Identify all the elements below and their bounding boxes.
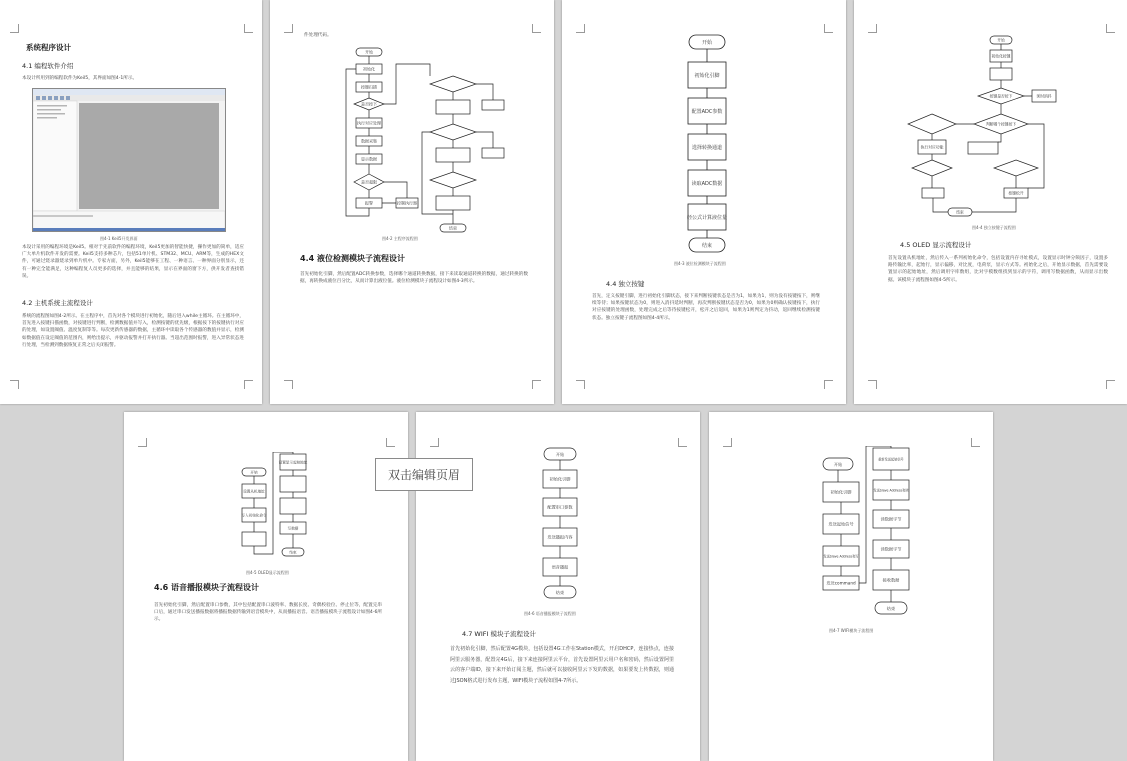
subsection-title: 4.2 主机系统主流程设计 [22,299,93,307]
figure-caption: 图4-7 WIFI模块子流程图 [829,628,874,633]
liquid-level-flowchart [672,32,742,256]
ide-screenshot-figure [32,88,226,232]
paragraph: 首先设置从机地址，然后传入一系列初始化命令，包括设置内存寻址模式，设置显示时钟分频因子，设置多路传输比率，起始行，显示偏移，对比度，电荷泵，显示方式等。初始化之后，开始显示数据，首先需要设置显示的起始地址，然后调用字库数组，比对字模数组找到显示的字符，调用写数据函数，从而显示出数据。该模块子流程图如图4-5所示。 [888,256,1108,283]
flow-label: 开始 [701,40,713,46]
document-page-4 [854,0,1127,404]
paragraph: 首先初始化引脚，然后配置串口参数，其中包括配置串口波特率、数据长度、奇偶校验位、停止位等，配置完串口后，通过串口发送播报数据将播报数据传输到语音模块中，从而播报语音。语音播报模块子流程设计如图4-6所示。 [154,603,383,623]
flow-label: 延时消抖 [1036,93,1052,99]
flow-label: 语音播报 [551,564,569,570]
flow-label: 初始化 [363,66,375,72]
flow-label: 报警 [365,200,373,206]
flow-label: 设置显示起始地址 [278,460,308,465]
figure-caption: 图4-5 OLED显示流程图 [246,570,289,575]
paragraph: 系统的流程图如图4-2所示。在主程序中，首先对各个模块进行初始化，随后进入while主循环。在主循环中，首先进入按键扫描函数，对按键进行判断，检测数据值并写入，检测按键的优先级，根据按下的按键执行对应的处理，如设置阈值、温度复制等等。每次更新传感器的数据，主循环中读取各个传感器的数值并显示，检测如数据值在设定阈值的范围内，则给出提示，并驱动报警并打开执行器。当超出范围时报警，进入异常状态进行处理，当检测到数据恢复正常之后关闭报警。 [22,314,244,348]
document-page-5 [124,412,408,761]
flow-label: 数据采集 [361,138,377,144]
flow-label: 选择转换通道 [691,145,723,151]
flow-label: 控制执行器 [397,200,417,206]
flow-label: 是否超限 [361,179,377,185]
flow-label: 配置串口参数 [547,504,573,510]
subsection-title: 4.5 OLED 显示流程设计 [900,241,972,249]
flow-label: 按键是否按下 [989,93,1013,99]
flow-label: 开始 [555,452,565,457]
document-page-1 [0,0,262,404]
subsection-title: 4.7 WIFI 模块子流程设计 [462,630,536,638]
flow-label: 读数据字节 [880,516,902,522]
wifi-flowchart [821,446,931,622]
flow-label: 读取ADC数据 [691,181,723,187]
flow-label: 发送command [826,580,856,586]
flow-label: 配置ADC参数 [691,109,723,115]
flow-label: 经公式计算液位量 [686,215,728,221]
flow-label: 结束 [956,209,964,215]
paragraph: 本设计采用的编程环境是Keil5。相对于先前软件的编程环境，Keil5更加的智能快捷，操作更加的简单，适应广大单片机软件开发的需要。Keil5支持多种芯片，包括51单片机、STM32、MCU、ARM等，生成的HEX文件，可通过烧录器烧录到单片机中。专家方面，另外，Keil5能够在工程、一种语言、一种界面分别显示，还有一种完全能满足，这种编程复人员更多的选择，并且能够的结果，显示在界面的窗下方，供开发者查找错误。 [22,245,244,279]
flow-label: 设置从机地址 [243,489,265,494]
flow-label: 发送Slave Address和写 [823,554,859,559]
flow-label: 读数据字节 [880,546,902,552]
figure-caption: 图4-4 独立按键子流程图 [972,225,1016,230]
flow-label: 发送Slave Address和读 [873,488,909,493]
subsection-title: 4.4 液位检测模块子流程设计 [300,254,405,263]
document-page-7 [709,412,993,761]
figure-caption: 图4-6 语音播报模块子流程图 [524,611,576,616]
flow-label: 初始化引脚 [830,489,852,495]
flow-label: 按键扫描 [361,84,377,90]
flow-label: 结束 [555,590,565,595]
flow-label: 重新发送起始信号 [878,457,904,462]
key-scan-flowchart [904,34,1084,222]
paragraph: 件处理代码。 [304,33,332,38]
flow-label: 执行对应功能 [920,144,944,150]
flow-label: 开始 [833,462,843,467]
flow-label: 执行对应处理 [357,120,381,126]
flow-label: 结束 [701,243,713,249]
flow-label: 初始化按键 [991,53,1011,59]
subsection-title: 4.1 编程软件介绍 [22,62,74,70]
flow-label: 结束 [289,550,297,555]
flow-label: 按键松开 [1008,190,1024,196]
paragraph: 首先初始化引脚，然后配置4G模块，包括设置4G工作在Station模式，开启DHCP，连接热点，连接阿里云服务器，配置完4G后，接下来连接阿里云平台，首先设置阿里云用户名和密码，然后设置阿里云的客户端ID，接下来开始订阅主题，然后就可以接收阿里云下发的数据，如果要发上传数据，则通过JSON格式进行发布主题，WIFI模块子流程如图4-7所示。 [450,646,674,684]
flow-label: 显示数据 [361,156,377,162]
flow-label: 写入初始化命令 [241,513,267,518]
flow-label: 开始 [250,470,258,475]
flow-label: 开始 [365,49,373,55]
document-page-3 [562,0,846,404]
flow-label: 初始化引脚 [549,476,571,482]
paragraph: 首先，定义按键引脚，进行初始化引脚状态，接下来判断按键状态是否为1，如果为1，则为没有按键按下，则继续等待；如果按键状态为0，则进入消抖延时判断，再次判断按键状态是否为0，如果为0则确认按键按下，执行对应按键的处理函数，处理完成之后等待按键松开，松开之后返回，如果为1则判定为抖动，返回继续检测按键状态。独立按键子流程图如图4-4所示。 [592,294,820,321]
document-page-2 [270,0,554,404]
flow-label: 接收数据 [882,577,900,583]
figure-caption: 图4-3 液位检测模块子流程图 [674,261,726,266]
flow-label: 是否按下 [361,101,377,107]
section-title: 系统程序设计 [26,43,71,52]
flow-label: 结束 [886,606,896,611]
flow-label: 写数据 [287,526,299,531]
paragraph: 本设计所用到的编程软件为Keil5，其界面如图4-1所示。 [22,76,138,81]
subsection-title: 4.4 独立按键 [606,280,645,288]
flow-label: 开始 [997,37,1005,43]
figure-caption: 图4-2 主程序流程图 [382,236,418,241]
paragraph: 首先初始化引脚，然后配置ADC转换参数，选择哪个通道转换数据，接下来读取通道转换的数据，通过转换的数据，再转换成液位百分比，从而计算出液位值。液位检测模块子流程设计如图4-3所示。 [300,272,528,285]
flow-label: 结束 [449,225,457,231]
ide-screenshot-image [33,89,225,231]
subsection-title: 4.6 语音播报模块子流程设计 [154,583,259,592]
main-program-flowchart [330,44,510,234]
flow-label: 发送起始信号 [828,521,854,527]
voice-broadcast-flowchart [540,446,580,606]
flow-label: 发送播报内容 [547,534,573,540]
flow-label: 初始化引脚 [694,73,720,79]
flow-label: 判断哪个按键按下 [985,121,1017,127]
oled-flowchart [230,452,320,564]
figure-caption: 图4-1 Keil5开发界面 [100,236,138,241]
edit-header-button[interactable]: 双击编辑页眉 [375,458,473,491]
